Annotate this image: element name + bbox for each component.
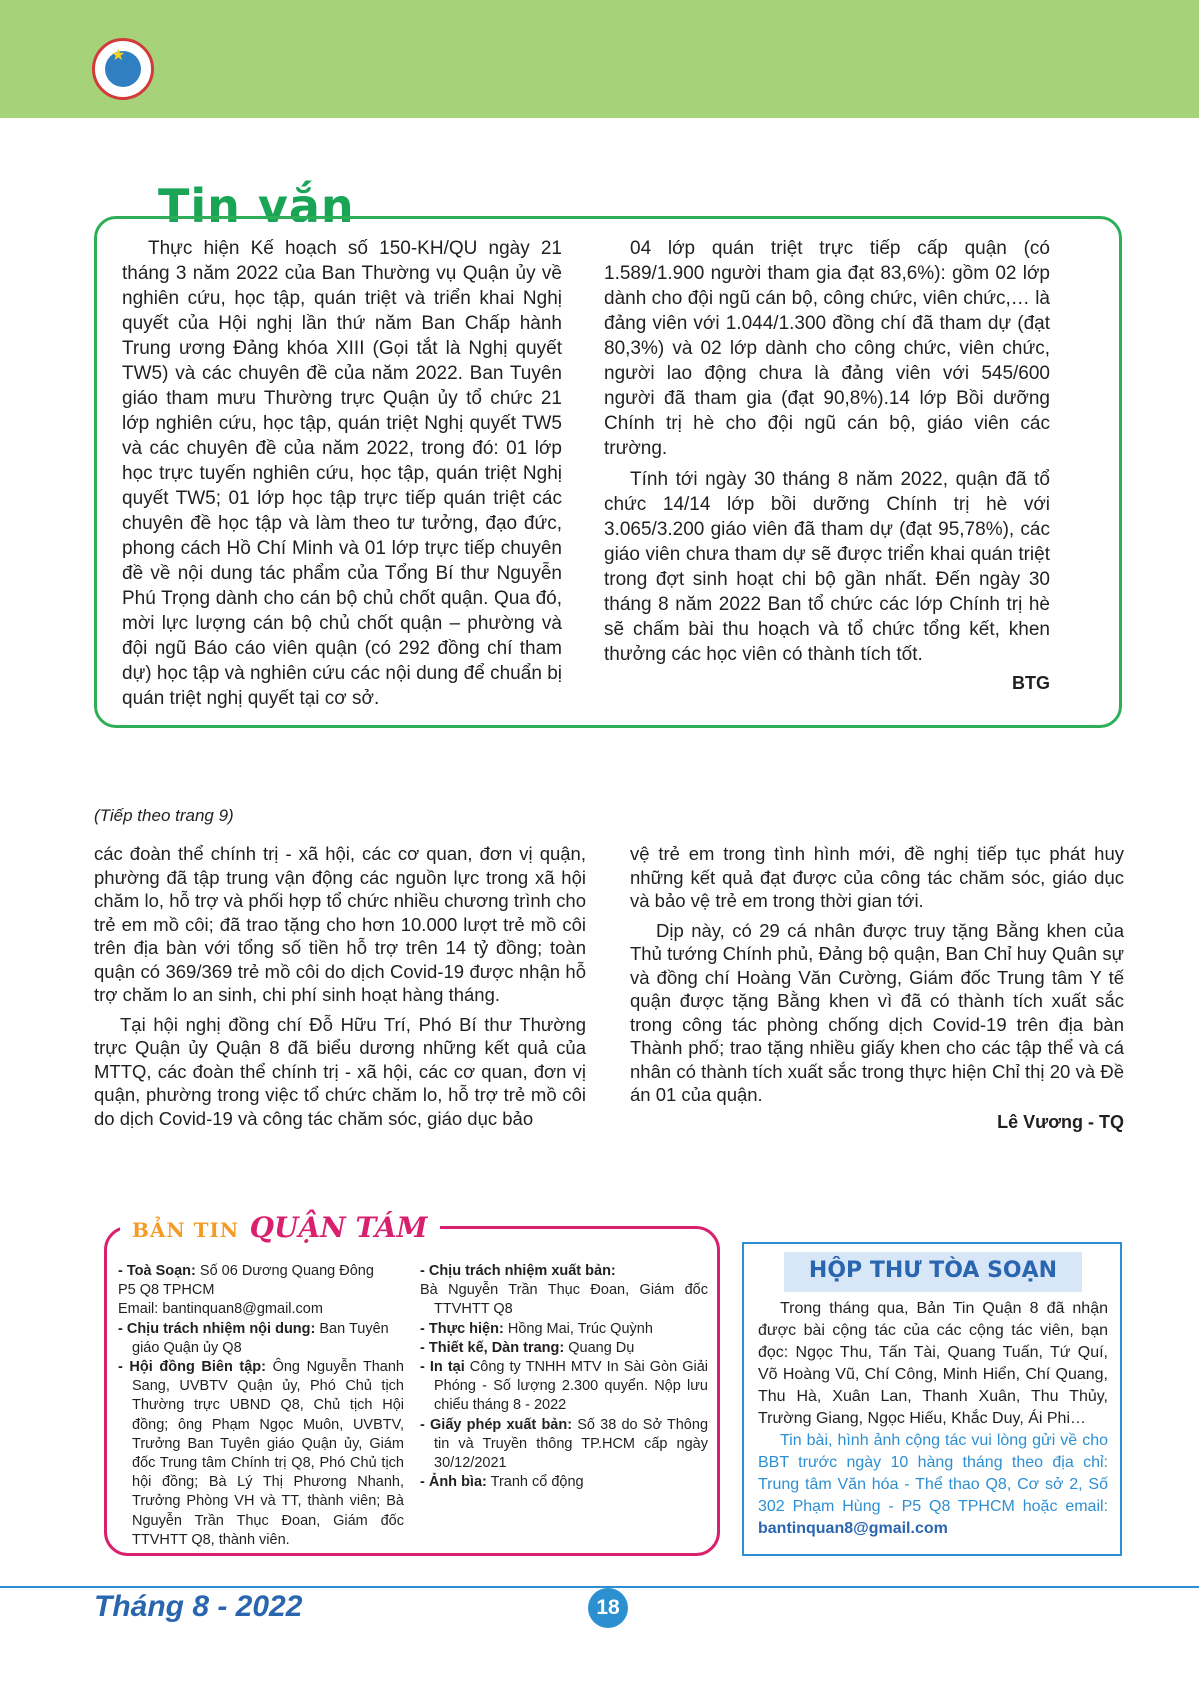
paragraph: vệ trẻ em trong tình hình mới, đề nghị tiếp tục phát huy những kết quả đạt được của công tác chăm sóc, giáo dục và bảo vệ trẻ em trong thời gian tới. xyxy=(630,843,1124,911)
continued-note: (Tiếp theo trang 9) xyxy=(94,806,234,825)
news-right-column xyxy=(604,236,1050,696)
masthead-label-b: QUẬN TÁM xyxy=(249,1211,428,1244)
paragraph: Thực hiện Kế hoạch số 150-KH/QU ngày 21 tháng 3 năm 2022 của Ban Thường vụ Quận ủy về nghiên cứu, học tập, quán triệt và triển khai Nghị quyết của Hội nghị lần thứ năm Ban Chấp hành Trung ương Đảng khóa XIII (Gọi tắt là Nghị quyết TW5) và các chuyên đề của năm 2022. Ban Tuyên giáo tham mưu Thường trực Quận ủy tổ chức 21 lớp nghiên cứu, học tập, quán triệt Nghị quyết TW5 và các chuyên đề của năm 2022, trong đó: 01 lớp học trực tuyến nghiên cứu, học tập, quán triệt Nghị quyết TW5; 01 lớp học tập trực tiếp quán triệt các chuyên đề học tập và làm theo tư tưởng, đạo đức, phong cách Hồ Chí Minh và 01 lớp trực tiếp chuyên đề về nội dung tác phẩm của Tổng Bí thư Nguyễn Phú Trọng dành cho cán bộ chủ chốt quận. Qua đó, mời lực lượng cán bộ chủ chốt quận – phường và đội ngũ Báo cáo viên quận (có 292 đồng chí tham dự) học tập và nghiên cứu các nội dung để chuẩn bị quán triệt nghị quyết tại cơ sở. xyxy=(122,238,562,709)
paragraph: Tính tới ngày 30 tháng 8 năm 2022, quận đã tổ chức 14/14 lớp bồi dưỡng Chính trị hè với 3.065/3.200 giáo viên đã tham dự (đạt 95,78%), các giáo viên chưa tham dự sẽ được triển khai quán triệt trong đợt sinh hoạt chi bộ gần nhất. Đến ngày 30 tháng 8 năm 2022 Ban tổ chức các lớp Chính trị hè sẽ chấm bài thu hoạch và tổ chức tổng kết, khen thưởng các học viên có thành tích tốt. xyxy=(604,469,1050,665)
issue-date: Tháng 8 - 2022 xyxy=(94,1590,303,1623)
news-left-column xyxy=(122,236,562,711)
masthead-entry: - Chịu trách nhiệm xuất bản: xyxy=(420,1263,616,1279)
emblem-star-icon: ★ xyxy=(111,47,126,64)
masthead-label xyxy=(120,1211,440,1244)
masthead-entry: - Ảnh bìa: Tranh cổ động xyxy=(420,1474,584,1491)
masthead-entry: - Thực hiện: Hồng Mai, Trúc Quỳnh xyxy=(420,1320,653,1337)
masthead-entry: - Thiết kế, Dàn trang: Quang Dụ xyxy=(420,1339,635,1356)
section-title: Tin vắn xyxy=(158,179,355,222)
article-right-column xyxy=(630,842,1124,1134)
masthead-entry: P5 Q8 TPHCM xyxy=(118,1282,215,1299)
masthead-left-column xyxy=(118,1262,404,1550)
masthead-entry: - Giấy phép xuất bản: Số 38 do Sở Thông tin và Truyền thông TP.HCM cấp ngày 30/12/2021 xyxy=(420,1416,709,1472)
masthead-label-a: BẢN TIN xyxy=(132,1218,240,1242)
top-banner xyxy=(0,0,1199,118)
paragraph: các đoàn thể chính trị - xã hội, các cơ quan, đơn vị quận, phường đã tập trung vận động các nguồn lực trong xã hội chăm lo, hỗ trợ và phối hợp tổ chức nhiều chương trình cho trẻ em mồ côi; đã trao tặng cho hơn 10.000 lượt trẻ mồ côi trên địa bàn với tổng số tiền hỗ trợ trên 14 tỷ đồng; toàn quận có 369/369 trẻ mồ côi do dịch Covid-19 được nhận hỗ trợ chăm lo an sinh, chi phí sinh hoạt hàng tháng. xyxy=(94,843,586,1005)
article-left-column xyxy=(94,842,586,1130)
paragraph: Dịp này, có 29 cá nhân được truy tặng Bằng khen của Thủ tướng Chính phủ, Đảng bộ quận, Ban Chỉ huy Quân sự và đồng chí Hoàng Văn Cường, Giám đốc Trung tâm Y tế quận được tặng Bằng khen vì đã có thành tích xuất sắc trong công tác phòng chống dịch Covid-19 trên địa bàn Thành phố; trao tặng nhiều giấy khen cho các tập thể và cá nhân có thành tích xuất sắc trong thực hiện Chỉ thị 20 và Đề án 01 của quận. xyxy=(630,919,1124,1105)
footer-rule xyxy=(0,1586,1199,1588)
paragraph: Tin bài, hình ảnh cộng tác vui lòng gửi về cho BBT trước ngày 10 hàng tháng theo địa chỉ: Trung tâm Văn hóa - Thể thao Q8, Cơ sở 2, Số 302 Phạm Hùng - P5 Q8 TPHCM hoặc email: bantinquan8@gmail.com xyxy=(758,1432,1108,1537)
byline: Lê Vương - TQ xyxy=(997,1111,1124,1132)
paragraph: 04 lớp quán triệt trực tiếp cấp quận (có 1.589/1.900 người tham gia đạt 83,6%): gồm 02 lớp dành cho đội ngũ cán bộ, công chức, viên chức,… là đảng viên với 1.044/1.300 đồng chí đã tham dự (đạt 80,3%) và 02 lớp dành cho công chức, viên chức, người lao động chưa là đảng viên với 545/600 người đã tham gia (đạt 90,8%).14 lớp Bồi dưỡng Chính trị hè cho đội ngũ cán bộ, giáo viên các trường. xyxy=(604,238,1050,459)
masthead-entry: - In tại Công ty TNHH MTV In Sài Gòn Giải Phóng - Số lượng 2.300 quyển. Nộp lưu chiểu tháng 8 - 2022 xyxy=(420,1359,708,1414)
byline: BTG xyxy=(1012,673,1050,693)
masthead-entry: - Toà Soạn: Số 06 Dương Quang Đông xyxy=(118,1263,374,1279)
paragraph: Trong tháng qua, Bản Tin Quận 8 đã nhận được bài cộng tác của các cộng tác viên, bạn đọc: Ngọc Thu, Tấn Tài, Quang Tuấn, Tứ Quí, Võ Hoàng Vũ, Chí Công, Minh Hiển, Chí Quang, Thu Hà, Xuân Lan, Thanh Xuân, Thu Thủy, Trường Giang, Ngọc Hiếu, Khắc Duy, Ái Phi… xyxy=(758,1300,1108,1427)
masthead-right-column xyxy=(420,1262,708,1492)
masthead-entry: Bà Nguyễn Trần Thục Đoan, Giám đốc TTVHTT Q8 xyxy=(420,1282,708,1318)
paragraph: Tại hội nghị đồng chí Đỗ Hữu Trí, Phó Bí thư Thường trực Quận ủy Quận 8 đã biểu dương những kết quả của MTTQ, các đoàn thể chính trị - xã hội, các cơ quan, đơn vị quận, phường trong việc tổ chức chăm lo, hỗ trợ trẻ mồ côi do dịch Covid-19 và công tác chăm sóc, giáo dục bảo xyxy=(94,1013,586,1129)
district-emblem-icon xyxy=(92,38,154,100)
mailbox-title: HỘP THƯ TÒA SOẠN xyxy=(808,1258,1058,1283)
page-number: 18 xyxy=(588,1588,628,1628)
masthead-entry: Email: bantinquan8@gmail.com xyxy=(118,1301,323,1318)
email-link[interactable]: bantinquan8@gmail.com xyxy=(758,1520,948,1537)
masthead-entry: - Hội đồng Biên tập: Ông Nguyễn Thanh Sang, UVBTV Quận ủy, Phó Chủ tịch Thường trực UBND Q8, Chủ tịch Hội đồng; ông Phạm Ngọc Muôn, UVBTV, Trưởng Ban Tuyên giáo Quận ủy, Giám đốc Trung tâm Chính trị Q8, Phó Chủ tịch hội đồng; Bà Lý Thị Phương Nhanh, Trưởng Phòng VH và TT, thành viên; Bà Nguyễn Trần Thục Đoan, Giám đốc TTVHTT Q8, thành viên. xyxy=(118,1359,404,1548)
mailbox-text xyxy=(758,1298,1108,1540)
masthead-entry: - Chịu trách nhiệm nội dung: Ban Tuyên giáo Quận ủy Q8 xyxy=(118,1320,389,1356)
